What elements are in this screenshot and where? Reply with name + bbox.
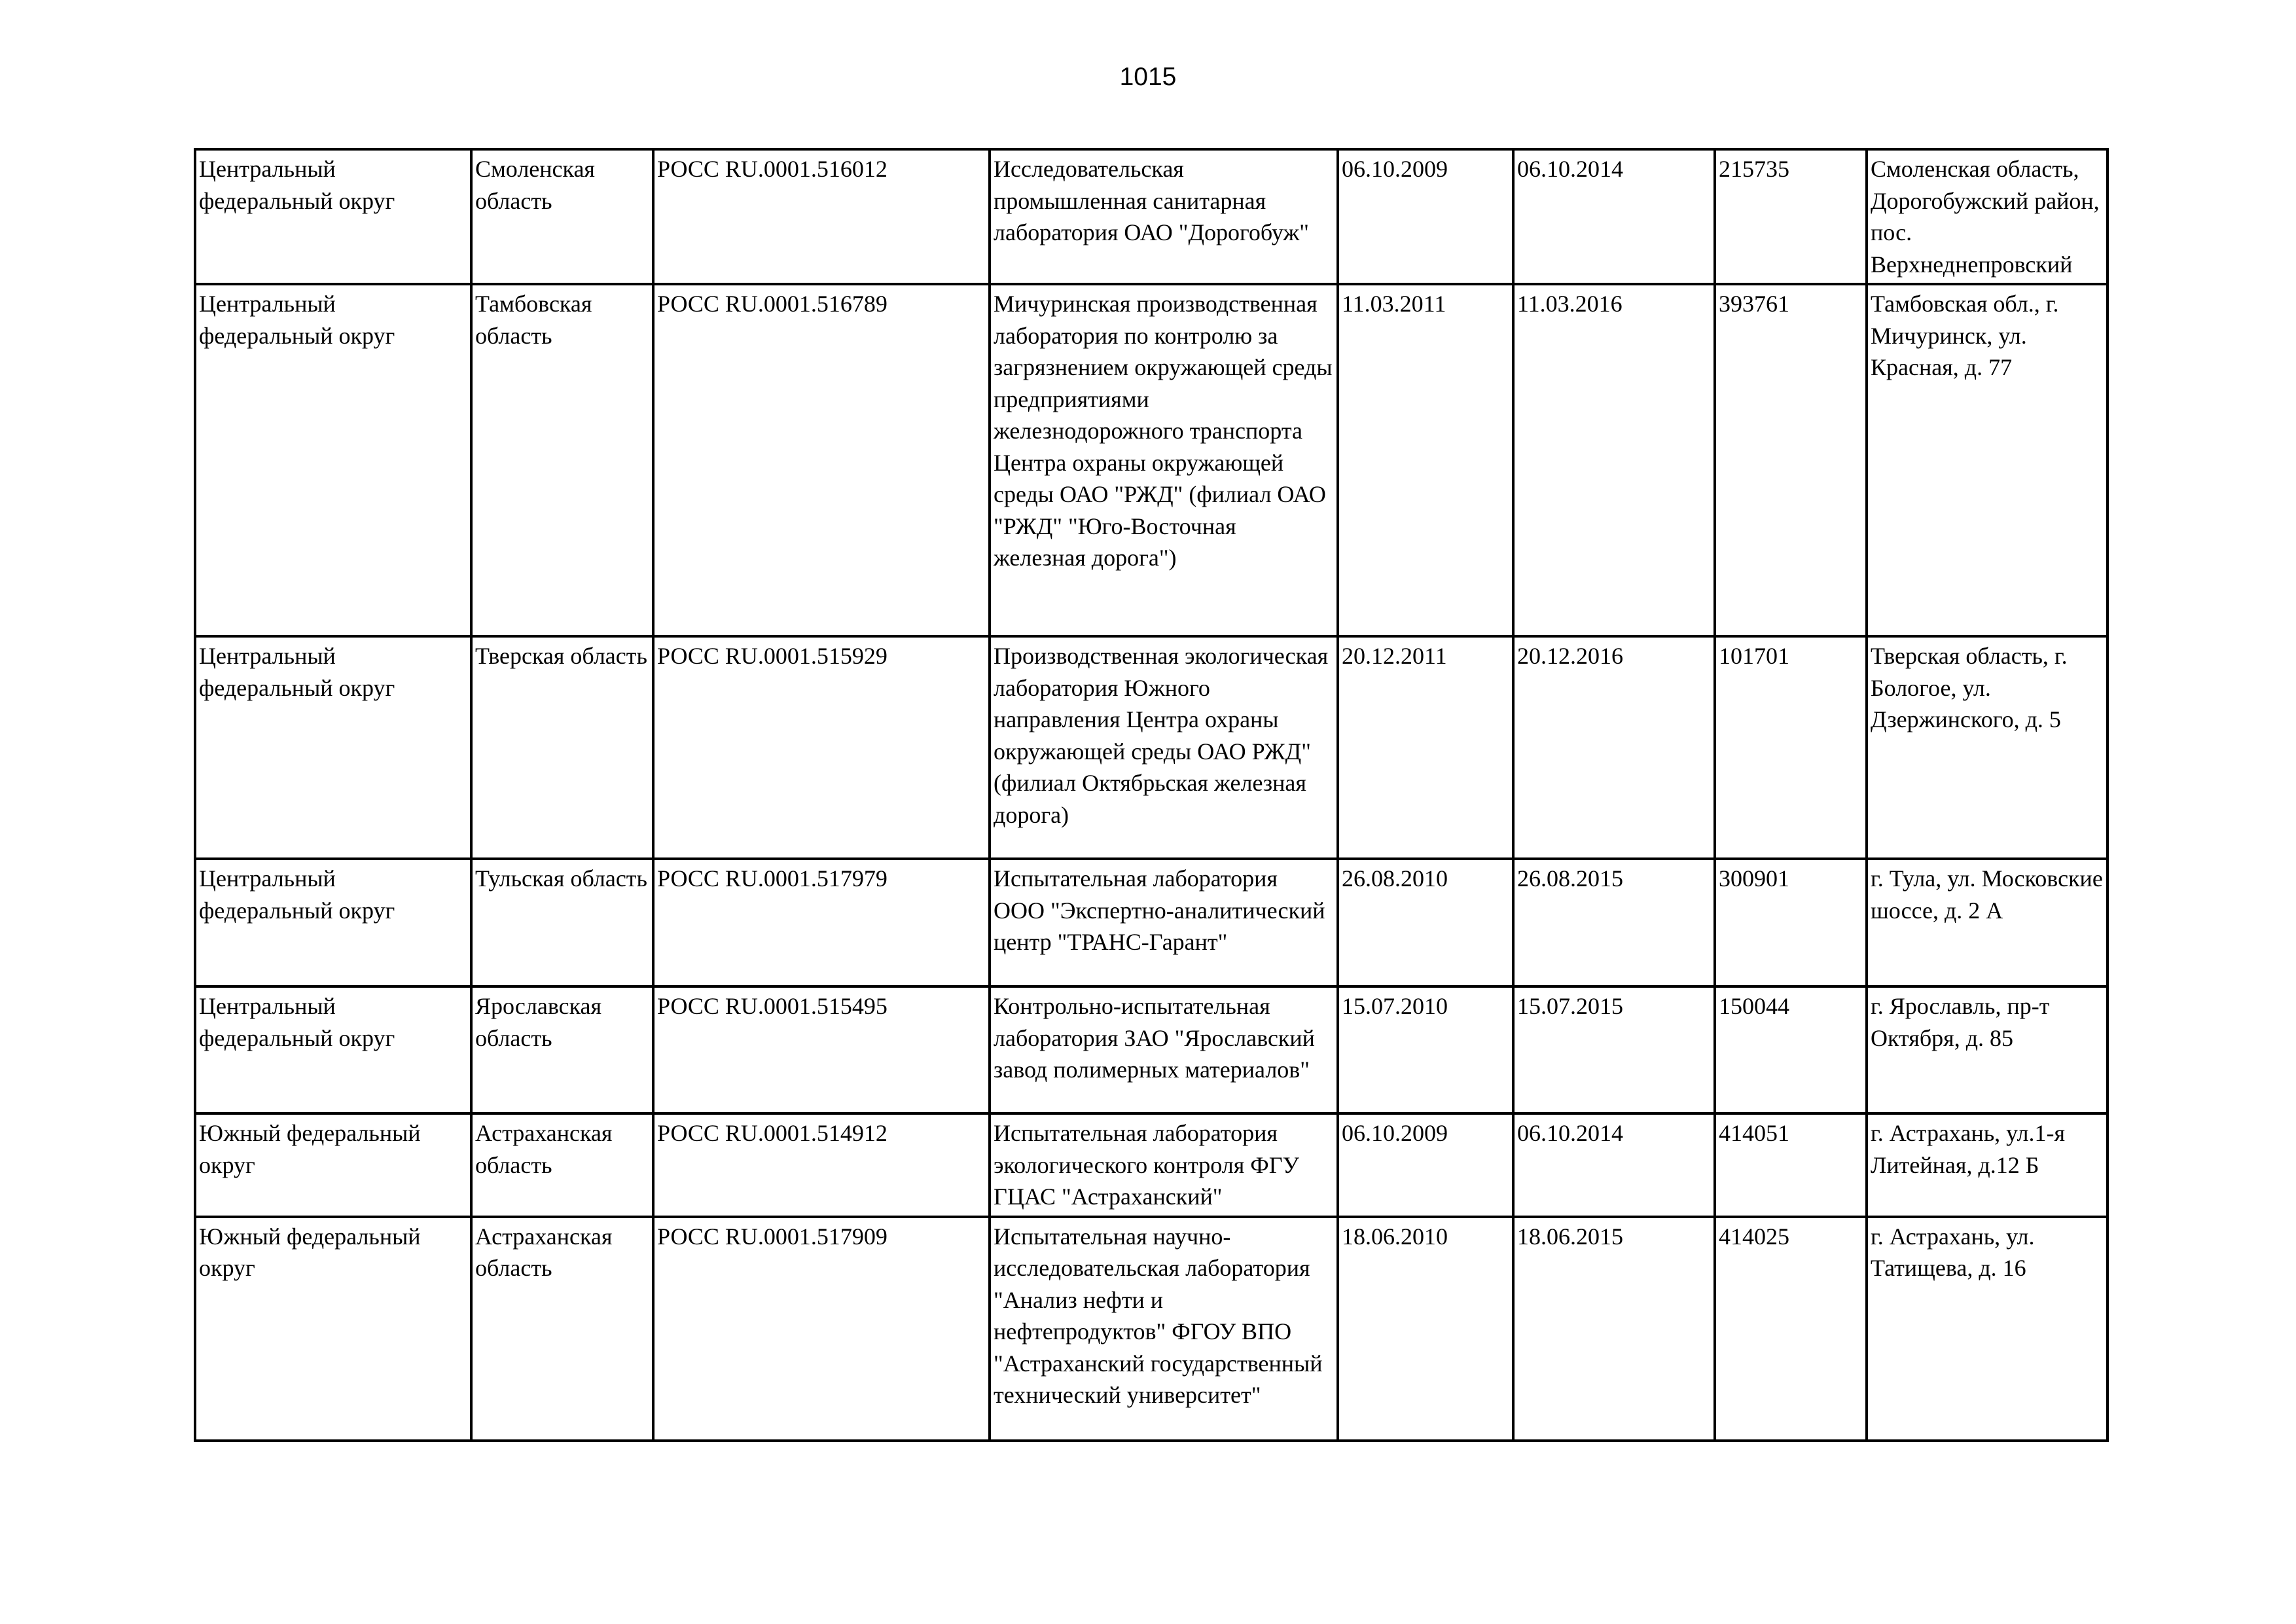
address-cell: г. Тула, ул. Московские шоссе, д. 2 А — [1867, 859, 2108, 986]
laboratory-name-cell: Испытательная научно-исследовательская лаборатория "Анализ нефти и нефтепродуктов" ФГОУ ВПО "Астраханский государственный технический университет" — [990, 1217, 1338, 1441]
postcode-cell: 414051 — [1715, 1113, 1867, 1217]
district-cell: Южный федеральный округ — [195, 1217, 471, 1441]
table-row — [195, 149, 2108, 284]
table-row — [195, 1217, 2108, 1441]
postcode-cell: 300901 — [1715, 859, 1867, 986]
registration-number-cell: РОСС RU.0001.516012 — [653, 149, 990, 284]
table-row — [195, 1113, 2108, 1217]
registration-number-cell: РОСС RU.0001.517979 — [653, 859, 990, 986]
date-from-cell: 06.10.2009 — [1338, 1113, 1513, 1217]
district-cell: Центральный федеральный округ — [195, 636, 471, 859]
address-cell: Тамбовская обл., г. Мичуринск, ул. Красная, д. 77 — [1867, 284, 2108, 636]
date-from-cell: 18.06.2010 — [1338, 1217, 1513, 1441]
region-cell: Тверская область — [471, 636, 653, 859]
table-row — [195, 636, 2108, 859]
region-cell: Тульская область — [471, 859, 653, 986]
date-to-cell: 20.12.2016 — [1513, 636, 1715, 859]
registration-number-cell: РОСС RU.0001.516789 — [653, 284, 990, 636]
address-cell: Тверская область, г. Бологое, ул. Дзержинского, д. 5 — [1867, 636, 2108, 859]
postcode-cell: 150044 — [1715, 986, 1867, 1113]
district-cell: Центральный федеральный округ — [195, 859, 471, 986]
laboratory-name-cell: Контрольно-испытательная лаборатория ЗАО "Ярославский завод полимерных материалов" — [990, 986, 1338, 1113]
laboratory-name-cell: Испытательная лаборатория ООО "Экспертно-аналитический центр "ТРАНС-Гарант" — [990, 859, 1338, 986]
table-row — [195, 859, 2108, 986]
postcode-cell: 215735 — [1715, 149, 1867, 284]
date-from-cell: 26.08.2010 — [1338, 859, 1513, 986]
region-cell: Астраханская область — [471, 1113, 653, 1217]
address-cell: г. Ярославль, пр-т Октября, д. 85 — [1867, 986, 2108, 1113]
postcode-cell: 414025 — [1715, 1217, 1867, 1441]
registration-number-cell: РОСС RU.0001.515495 — [653, 986, 990, 1113]
district-cell: Центральный федеральный округ — [195, 284, 471, 636]
district-cell: Южный федеральный округ — [195, 1113, 471, 1217]
laboratory-name-cell: Производственная экологическая лаборатория Южного направления Центра охраны окружающей среды ОАО РЖД" (филиал Октябрьская железная дорога) — [990, 636, 1338, 859]
date-to-cell: 26.08.2015 — [1513, 859, 1715, 986]
address-cell: Смоленская область, Дорогобужский район, пос. Верхнеднепровский — [1867, 149, 2108, 284]
table-row — [195, 986, 2108, 1113]
date-to-cell: 06.10.2014 — [1513, 149, 1715, 284]
date-from-cell: 20.12.2011 — [1338, 636, 1513, 859]
laboratory-name-cell: Испытательная лаборатория экологического контроля ФГУ ГЦАС "Астраханский" — [990, 1113, 1338, 1217]
date-to-cell: 11.03.2016 — [1513, 284, 1715, 636]
laboratory-registry-table — [194, 148, 2109, 1442]
date-from-cell: 11.03.2011 — [1338, 284, 1513, 636]
date-to-cell: 15.07.2015 — [1513, 986, 1715, 1113]
region-cell: Ярославская область — [471, 986, 653, 1113]
postcode-cell: 393761 — [1715, 284, 1867, 636]
region-cell: Астраханская область — [471, 1217, 653, 1441]
laboratory-name-cell: Исследовательская промышленная санитарная лаборатория ОАО "Дорогобуж" — [990, 149, 1338, 284]
date-to-cell: 18.06.2015 — [1513, 1217, 1715, 1441]
registration-number-cell: РОСС RU.0001.517909 — [653, 1217, 990, 1441]
date-from-cell: 06.10.2009 — [1338, 149, 1513, 284]
date-from-cell: 15.07.2010 — [1338, 986, 1513, 1113]
address-cell: г. Астрахань, ул.1-я Литейная, д.12 Б — [1867, 1113, 2108, 1217]
postcode-cell: 101701 — [1715, 636, 1867, 859]
registration-number-cell: РОСС RU.0001.515929 — [653, 636, 990, 859]
district-cell: Центральный федеральный округ — [195, 149, 471, 284]
page-number: 1015 — [1119, 63, 1177, 91]
district-cell: Центральный федеральный округ — [195, 986, 471, 1113]
address-cell: г. Астрахань, ул. Татищева, д. 16 — [1867, 1217, 2108, 1441]
registration-number-cell: РОСС RU.0001.514912 — [653, 1113, 990, 1217]
region-cell: Смоленская область — [471, 149, 653, 284]
date-to-cell: 06.10.2014 — [1513, 1113, 1715, 1217]
region-cell: Тамбовская область — [471, 284, 653, 636]
table-row — [195, 284, 2108, 636]
laboratory-name-cell: Мичуринская производственная лаборатория по контролю за загрязнением окружающей среды предприятиями железнодорожного транспорта Центра охраны окружающей среды ОАО "РЖД" (филиал ОАО "РЖД" "Юго-Восточная железная дорога") — [990, 284, 1338, 636]
